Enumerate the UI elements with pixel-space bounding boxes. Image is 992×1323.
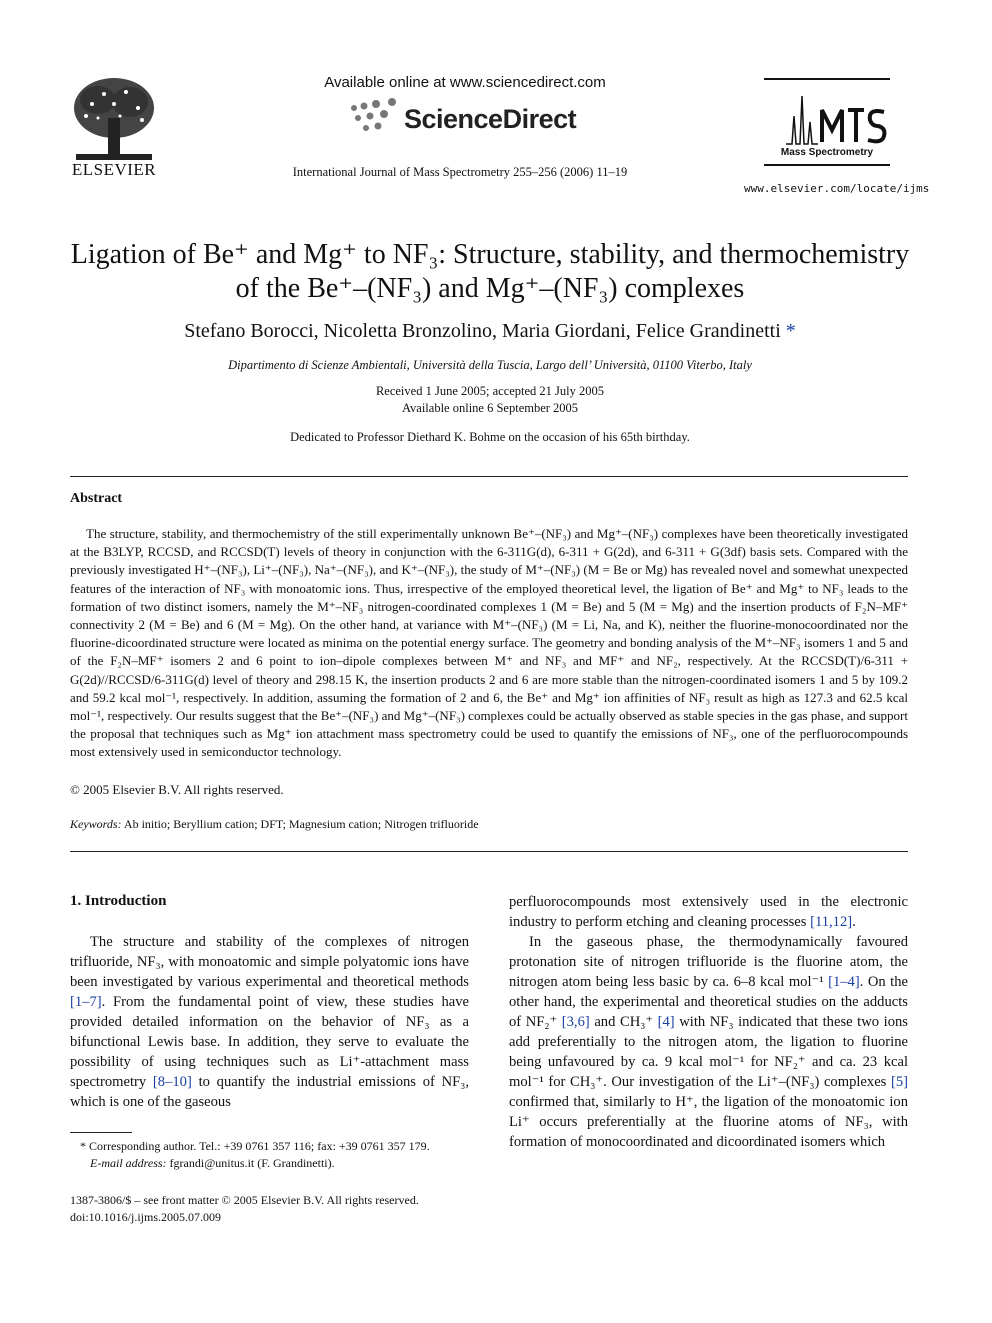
- text-run: In the gaseous phase, the thermodynamically favoured protonation site of nitrogen trifluoride is the fluorine atom, the nitrogen atom being less basic by ca. 6–8 kcal mol⁻¹: [509, 934, 908, 990]
- text-run: . On the other hand, the experimental and theoretical studies on the adducts of NF₂⁺: [509, 974, 908, 1030]
- publisher-name: ELSEVIER: [71, 160, 157, 179]
- abstract-copyright: © 2005 Elsevier B.V. All rights reserved.: [70, 782, 284, 797]
- corresponding-author-mark[interactable]: *: [785, 320, 796, 342]
- corresponding-author-note: [70, 1138, 480, 1155]
- ms-logo-label: Mass Spectrometry: [780, 147, 874, 158]
- abstract-body: The structure, stability, and thermochemistry of the still experimentally unknown Be⁺–(NF₃) and Mg⁺–(NF₃) complexes have been theoretically investigated at the B3LYP, RCCSD, and RCCSD(T) levels of theory in conjunction with the 6-311G(d), 6-311 + G(2d), and 6-311 + G(3df) basis sets. Compared with the previously investigated H⁺–(NF₃), Li⁺–(NF₃), Na⁺–(NF₃), and K⁺–(NF₃), the study of M⁺–(NF₃) (M = Be or Mg) has revealed novel and somewhat unexpected features of the interaction of NF₃ with monoatomic ions. Thus, irrespective of the employed theoretical level, the ligation of Be⁺ and Mg⁺ to NF₃ leads to the formation of two distinct isomers, namely the M⁺–NF₃ nitrogen-coordinated complexes 1 (M = Be) and 5 (M = Mg) and the insertion products of F₂N–MF⁺ connectivity 2 (M = Be) and 6 (M = Mg). On the other hand, at variance with M⁺–(NF₃) (M = Li, Na, and K), neither the fluorine-monocoordinated nor the fluorine-dicoordinated structure were located as minima on the potential energy surface. The geometry and bonding analysis of the M⁺–NF₃ isomers 1 and 5 and of the F₂N–MF⁺ isomers 2 and 6 point to ion–dipole complexes between M⁺ and NF₃ and MF⁺ and NF₂, respectively. At the RCCSD(T)/6-311 + G(2d)//RCCSD/6-311G(d) level of theory and 298.15 K, the insertion products 2 and 6 are more stable than the nitrogen-coordinated isomers 1 and 5 by 109.2 and 59.2 kcal mol⁻¹, respectively. In addition, assuming the formation of 2 and 6, the Be⁺ and Mg⁺ ion affinities of NF₃ result as high as 127.3 and 62.5 kcal mol⁻¹, respectively. Our results suggest that the Be⁺–(NF₃) and Mg⁺–(NF₃) complexes could be actually observed as stable species in the gas phase, and support the proposal that techniques such as Mg⁺ ion attachment mass spectrometry could be used to quantify the emissions of NF₃, one of the perfluorocompounds most extensively used in semiconductor technology.: [70, 526, 908, 760]
- front-matter: [70, 1192, 520, 1226]
- author-names: Stefano Borocci, Nicoletta Bronzolino, Maria Giordani, Felice Grandinetti: [184, 320, 781, 342]
- left-column: [70, 932, 469, 1112]
- text-run: .: [852, 914, 856, 930]
- citation-link[interactable]: [1–4]: [828, 974, 860, 990]
- journal-url-link[interactable]: www.elsevier.com/locate/ijms: [744, 182, 930, 195]
- available-online-text: Available online at www.sciencedirect.com: [324, 74, 606, 91]
- text-run: The structure and stability of the complexes of nitrogen trifluoride, NF₃, with monoatomic and simple polyatomic ions have been investigated by various experimental and theoretical methods: [70, 934, 469, 990]
- sciencedirect-wordmark: ScienceDirect: [404, 104, 577, 134]
- citation-link[interactable]: [4]: [657, 1014, 675, 1030]
- keywords-label: Keywords:: [70, 817, 122, 831]
- available-online-date: Available online 6 September 2005: [401, 401, 579, 415]
- right-column: [509, 892, 908, 1152]
- section-heading-introduction: 1. Introduction: [70, 893, 167, 909]
- footnote-contact: Corresponding author. Tel.: +39 0761 357 116; fax: +39 0761 357 179.: [89, 1139, 430, 1153]
- citation-link[interactable]: [8–10]: [152, 1074, 192, 1090]
- citation-link[interactable]: [11,12]: [810, 914, 853, 930]
- author-list: [60, 320, 920, 343]
- footnote-mark: *: [80, 1139, 86, 1153]
- text-run: to quantify the industrial emissions of NF₃, which is one of the gaseous: [70, 1074, 469, 1110]
- issn-line: 1387-3806/$ – see front matter © 2005 Elsevier B.V. All rights reserved.: [70, 1193, 419, 1207]
- text-run: confirmed that, similarly to H⁺, the ligation of the monoatomic ion Li⁺ occurs preferentially at the fluorine atoms of NF₃, with formation of monocoordinated and dicoordinated isomers which: [509, 1094, 908, 1150]
- footnote: [70, 1138, 480, 1172]
- article-title: [60, 238, 920, 306]
- journal-reference: International Journal of Mass Spectrometry 255–256 (2006) 11–19: [292, 165, 628, 179]
- title-line-1: Ligation of Be⁺ and Mg⁺ to NF₃: Structure, stability, and thermochemistry: [70, 239, 910, 270]
- email-label: E-mail address:: [90, 1156, 167, 1170]
- divider-top: [70, 476, 908, 477]
- citation-link[interactable]: [5]: [890, 1074, 908, 1090]
- email-address[interactable]: fgrandi@unitus.it (F. Grandinetti).: [169, 1156, 335, 1170]
- divider-bottom: [70, 851, 908, 852]
- email-line: [70, 1155, 480, 1172]
- keywords-list: Ab initio; Beryllium cation; DFT; Magnesium cation; Nitrogen trifluoride: [123, 817, 479, 831]
- intro-paragraph-1-continued: [509, 892, 908, 932]
- citation-link[interactable]: [3,6]: [561, 1014, 590, 1030]
- abstract-heading: Abstract: [70, 491, 123, 506]
- footnote-rule: [70, 1132, 132, 1133]
- keywords: [70, 817, 479, 832]
- received-dates: Received 1 June 2005; accepted 21 July 2005: [375, 384, 605, 398]
- dedication: Dedicated to Professor Diethard K. Bohme on the occasion of his 65th birthday.: [290, 430, 690, 444]
- text-run: . From the fundamental point of view, these studies have provided detailed information on the behavior of NF₃ as a bifunctional Lewis base. In addition, they serve to evaluate the possibility of using techniques such as Li⁺-attachment mass spectrometry: [70, 994, 469, 1090]
- affiliation: Dipartimento di Scienze Ambientali, Università della Tuscia, Largo dell’ Università, 01100 Viterbo, Italy: [228, 358, 752, 372]
- text-run: perfluorocompounds most extensively used in the electronic industry to perform etching and cleaning processes: [509, 894, 908, 930]
- text-run: and CH₃⁺: [589, 1014, 658, 1030]
- intro-paragraph-1: [70, 932, 469, 1112]
- text-run: with NF₃ indicated that these two ions add preferentially to the nitrogen atom, the ligation to fluorine being unfavoured by ca. 9 kcal mol⁻¹ for NF₂⁺ and ca. 23 kcal mol⁻¹ for CH₃⁺. Our investigation of the Li⁺–(NF₃) complexes: [509, 1014, 908, 1090]
- citation-link[interactable]: [1–7]: [70, 994, 102, 1010]
- title-line-2: of the Be⁺–(NF₃) and Mg⁺–(NF₃) complexes: [235, 273, 745, 304]
- doi-line[interactable]: doi:10.1016/j.ijms.2005.07.009: [70, 1210, 222, 1224]
- intro-paragraph-2: [509, 932, 908, 1152]
